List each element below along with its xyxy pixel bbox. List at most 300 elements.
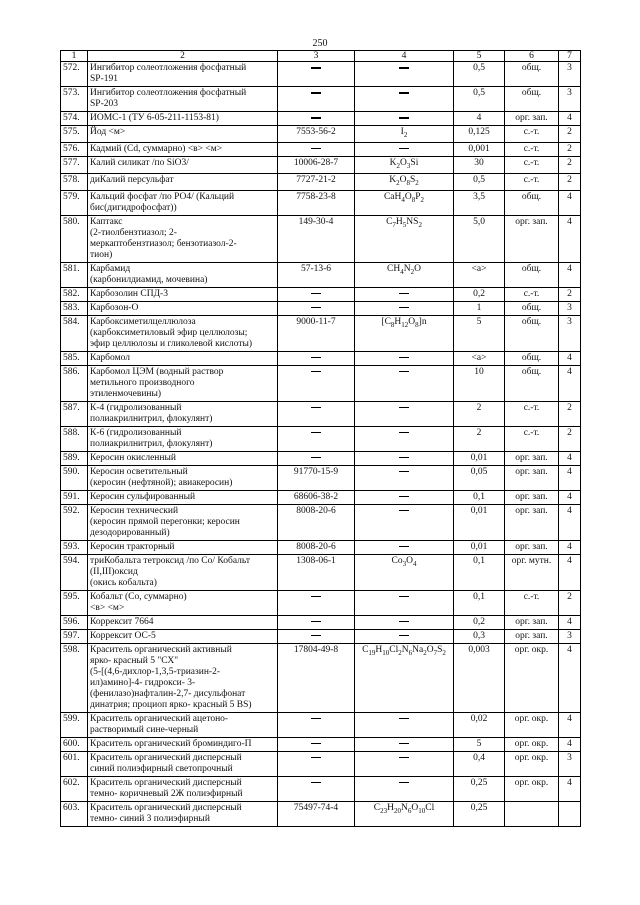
substance-name: Кадмий (Cd, суммарно) <в> <м> — [88, 142, 278, 156]
hazard-class: 4 — [559, 190, 581, 215]
dash-mark — [311, 407, 321, 409]
substance-name: Керосин сульфированный — [88, 490, 278, 504]
row-number: 579. — [61, 190, 88, 215]
page-number: 250 — [312, 38, 328, 49]
row-number: 602. — [61, 776, 88, 801]
table-row — [61, 62, 581, 87]
dash-mark — [399, 67, 409, 69]
cas-number — [278, 629, 355, 643]
substance-name: Карбозон-О — [88, 301, 278, 315]
limit-value: 0,2 — [454, 287, 505, 301]
cas-number: 8008-20-6 — [278, 540, 355, 554]
limit-value: 0,1 — [454, 490, 505, 504]
hazard-class: 4 — [559, 262, 581, 287]
hazard-class: 4 — [559, 776, 581, 801]
row-number: 589. — [61, 451, 88, 465]
limit-value: <а> — [454, 262, 505, 287]
hazard-class: 4 — [559, 737, 581, 751]
hazard-indicator: орг. окр. — [505, 712, 559, 737]
row-number: 582. — [61, 287, 88, 301]
hazard-indicator: орг. зап. — [505, 490, 559, 504]
hazard-indicator: орг. зап. — [505, 451, 559, 465]
substance-name: Каптакс (2-тиолбензтиазол; 2- меркаптобензтиазол; бензотиазол-2- тион) — [88, 215, 278, 262]
cas-number — [278, 87, 355, 112]
hazard-indicator: орг. зап. — [505, 540, 559, 554]
hazard-class: 2 — [559, 590, 581, 615]
row-number: 590. — [61, 465, 88, 490]
row-number: 600. — [61, 737, 88, 751]
limit-value: 0,3 — [454, 629, 505, 643]
limit-value: 0,1 — [454, 590, 505, 615]
limit-value: 5 — [454, 315, 505, 351]
hazard-indicator: общ. — [505, 62, 559, 87]
dash-mark — [311, 621, 321, 623]
hazard-class: 2 — [559, 156, 581, 173]
table-row — [61, 262, 581, 287]
cas-number — [278, 287, 355, 301]
header-cell: 2 — [88, 51, 278, 62]
table-row — [61, 87, 581, 112]
limit-value: 0,5 — [454, 173, 505, 190]
chemical-formula — [355, 87, 454, 112]
hazard-indicator: орг. мутн. — [505, 554, 559, 590]
table-row — [61, 156, 581, 173]
limit-value: <а> — [454, 351, 505, 365]
dash-mark — [311, 357, 321, 359]
header-cell: 1 — [61, 51, 88, 62]
hazard-class: 2 — [559, 173, 581, 190]
table-row — [61, 112, 581, 126]
row-number: 587. — [61, 401, 88, 426]
limit-value: 30 — [454, 156, 505, 173]
substance-name: диКалий персульфат — [88, 173, 278, 190]
chemical-formula: $K_2O_8S_2$ — [355, 173, 454, 190]
limit-value: 0,001 — [454, 142, 505, 156]
chemical-formula: $I_2$ — [355, 126, 454, 143]
row-number: 578. — [61, 173, 88, 190]
chemical-formula: $[C_8H_{12}O_8]n$ — [355, 315, 454, 351]
limit-value: 0,02 — [454, 712, 505, 737]
chemical-formula — [355, 737, 454, 751]
dash-mark — [399, 432, 409, 434]
table-row — [61, 190, 581, 215]
hazard-class: 4 — [559, 712, 581, 737]
dash-mark — [311, 782, 321, 784]
limit-value: 0,01 — [454, 540, 505, 554]
substance-name: Карбамид (карбонилдиамид, мочевина) — [88, 262, 278, 287]
row-number: 580. — [61, 215, 88, 262]
table-row — [61, 365, 581, 401]
limit-value: 10 — [454, 365, 505, 401]
cas-number — [278, 401, 355, 426]
chemical-formula — [355, 426, 454, 451]
dash-mark — [399, 621, 409, 623]
substance-name: Краситель органический ацетоно- растворимый сине-черный — [88, 712, 278, 737]
row-number: 575. — [61, 126, 88, 143]
row-number: 593. — [61, 540, 88, 554]
substances-table — [60, 50, 581, 827]
table-row — [61, 465, 581, 490]
limit-value: 0,5 — [454, 87, 505, 112]
hazard-indicator: с.-т. — [505, 590, 559, 615]
hazard-indicator: орг. окр. — [505, 751, 559, 776]
hazard-class: 4 — [559, 643, 581, 712]
limit-value: 0,4 — [454, 751, 505, 776]
substance-name: Карбомол ЦЭМ (водный раствор метильного производного этиленмочевины) — [88, 365, 278, 401]
hazard-indicator: с.-т. — [505, 401, 559, 426]
chemical-formula — [355, 629, 454, 643]
row-number: 586. — [61, 365, 88, 401]
limit-value: 0,01 — [454, 504, 505, 540]
dash-mark — [311, 718, 321, 720]
hazard-indicator: орг. окр. — [505, 737, 559, 751]
substance-name: Краситель органический активный ярко- красный 5 "СХ" (5-[(4,6-дихлор-1,3,5-триазин-2- ил)амино]-4- гидрокси- 3- (фенилазо)нафталин-2,7- дисульфонат динатрия; проциоп ярко- красный 5 BS) — [88, 643, 278, 712]
chemical-formula — [355, 504, 454, 540]
table-row — [61, 643, 581, 712]
hazard-class: 4 — [559, 351, 581, 365]
limit-value: 0,2 — [454, 615, 505, 629]
row-number: 592. — [61, 504, 88, 540]
hazard-indicator: с.-т. — [505, 156, 559, 173]
chemical-formula — [355, 112, 454, 126]
cas-number — [278, 737, 355, 751]
chemical-formula — [355, 351, 454, 365]
cas-number: 57-13-6 — [278, 262, 355, 287]
header-cell: 4 — [355, 51, 454, 62]
table-row — [61, 801, 581, 826]
header-cell: 7 — [559, 51, 581, 62]
cas-number: 10006-28-7 — [278, 156, 355, 173]
chemical-formula — [355, 365, 454, 401]
substance-name: Карбомол — [88, 351, 278, 365]
row-number: 599. — [61, 712, 88, 737]
dash-mark — [311, 92, 321, 94]
row-number: 576. — [61, 142, 88, 156]
dash-mark — [399, 757, 409, 759]
limit-value: 3,5 — [454, 190, 505, 215]
hazard-indicator: с.-т. — [505, 126, 559, 143]
hazard-class: 4 — [559, 215, 581, 262]
limit-value: 5 — [454, 737, 505, 751]
table-row — [61, 751, 581, 776]
table-row — [61, 315, 581, 351]
row-number: 591. — [61, 490, 88, 504]
table-row — [61, 490, 581, 504]
hazard-class: 4 — [559, 112, 581, 126]
row-number: 583. — [61, 301, 88, 315]
limit-value: 5,0 — [454, 215, 505, 262]
table-row — [61, 776, 581, 801]
cas-number: 149-30-4 — [278, 215, 355, 262]
chemical-formula — [355, 62, 454, 87]
table-row — [61, 426, 581, 451]
table-row — [61, 142, 581, 156]
cas-number: 91770-15-9 — [278, 465, 355, 490]
table-row — [61, 401, 581, 426]
chemical-formula: $K_2O_3Si$ — [355, 156, 454, 173]
row-number: 573. — [61, 87, 88, 112]
hazard-class: 3 — [559, 629, 581, 643]
dash-mark — [399, 407, 409, 409]
substance-name: Кобальт (Со, суммарно) <в> <м> — [88, 590, 278, 615]
hazard-indicator: общ. — [505, 262, 559, 287]
substance-name: К-6 (гидролизованный полиакрилнитрил, флокулянт) — [88, 426, 278, 451]
chemical-formula: $Co_3O_4$ — [355, 554, 454, 590]
chemical-formula: $C_7H_5NS_2$ — [355, 215, 454, 262]
hazard-class: 3 — [559, 315, 581, 351]
hazard-class: 2 — [559, 426, 581, 451]
hazard-class: 2 — [559, 126, 581, 143]
limit-value: 0,003 — [454, 643, 505, 712]
dash-mark — [311, 148, 321, 150]
dash-mark — [311, 293, 321, 295]
row-number: 577. — [61, 156, 88, 173]
cas-number — [278, 62, 355, 87]
hazard-class: 3 — [559, 301, 581, 315]
chemical-formula — [355, 615, 454, 629]
dash-mark — [399, 496, 409, 498]
header-cell: 5 — [454, 51, 505, 62]
chemical-formula — [355, 540, 454, 554]
cas-number: 75497-74-4 — [278, 801, 355, 826]
hazard-indicator: орг. окр. — [505, 643, 559, 712]
chemical-formula — [355, 465, 454, 490]
hazard-indicator: с.-т. — [505, 173, 559, 190]
hazard-class: 4 — [559, 504, 581, 540]
cas-number — [278, 301, 355, 315]
row-number: 584. — [61, 315, 88, 351]
dash-mark — [399, 307, 409, 309]
hazard-indicator: орг. зап. — [505, 615, 559, 629]
row-number: 581. — [61, 262, 88, 287]
dash-mark — [311, 743, 321, 745]
dash-mark — [399, 117, 409, 119]
row-number: 585. — [61, 351, 88, 365]
dash-mark — [311, 457, 321, 459]
cas-number: 1308-06-1 — [278, 554, 355, 590]
hazard-class: 4 — [559, 490, 581, 504]
dash-mark — [399, 782, 409, 784]
hazard-class: 3 — [559, 87, 581, 112]
cas-number — [278, 776, 355, 801]
hazard-indicator: орг. окр. — [505, 776, 559, 801]
cas-number — [278, 590, 355, 615]
limit-value: 0,125 — [454, 126, 505, 143]
hazard-indicator: орг. зап. — [505, 112, 559, 126]
hazard-class: 2 — [559, 287, 581, 301]
table-row — [61, 451, 581, 465]
limit-value: 0,01 — [454, 451, 505, 465]
dash-mark — [399, 92, 409, 94]
chemical-formula — [355, 301, 454, 315]
chemical-formula — [355, 590, 454, 615]
hazard-indicator: орг. зап. — [505, 629, 559, 643]
dash-mark — [311, 371, 321, 373]
limit-value: 0,1 — [454, 554, 505, 590]
dash-mark — [399, 718, 409, 720]
cas-number: 68606-38-2 — [278, 490, 355, 504]
table-row — [61, 351, 581, 365]
dash-mark — [311, 67, 321, 69]
hazard-class: 4 — [559, 540, 581, 554]
hazard-indicator: орг. зап. — [505, 215, 559, 262]
substance-name: Карбозолин СПД-3 — [88, 287, 278, 301]
cas-number: 8008-20-6 — [278, 504, 355, 540]
table-row — [61, 615, 581, 629]
dash-mark — [311, 635, 321, 637]
chemical-formula: $CH_4N_2O$ — [355, 262, 454, 287]
substance-name: Керосин осветительный (керосин (нефтяной); авиакеросин) — [88, 465, 278, 490]
dash-mark — [399, 148, 409, 150]
hazard-class: 4 — [559, 451, 581, 465]
chemical-formula — [355, 451, 454, 465]
dash-mark — [311, 596, 321, 598]
dash-mark — [399, 510, 409, 512]
chemical-formula — [355, 287, 454, 301]
hazard-indicator: общ. — [505, 87, 559, 112]
hazard-indicator: с.-т. — [505, 426, 559, 451]
limit-value: 0,25 — [454, 801, 505, 826]
dash-mark — [399, 371, 409, 373]
substance-name: Йод <м> — [88, 126, 278, 143]
hazard-class: 2 — [559, 401, 581, 426]
row-number: 572. — [61, 62, 88, 87]
dash-mark — [311, 307, 321, 309]
table-row — [61, 287, 581, 301]
hazard-class: 3 — [559, 751, 581, 776]
row-number: 595. — [61, 590, 88, 615]
row-number: 594. — [61, 554, 88, 590]
dash-mark — [399, 743, 409, 745]
header-cell: 6 — [505, 51, 559, 62]
substance-name: Коррексит ОС-5 — [88, 629, 278, 643]
hazard-indicator: общ. — [505, 351, 559, 365]
hazard-indicator: с.-т. — [505, 287, 559, 301]
table-row — [61, 215, 581, 262]
table-row — [61, 301, 581, 315]
chemical-formula — [355, 401, 454, 426]
table-row — [61, 629, 581, 643]
limit-value: 0,05 — [454, 465, 505, 490]
substance-name: К-4 (гидролизованный полиакрилнитрил, флокулянт) — [88, 401, 278, 426]
row-number: 597. — [61, 629, 88, 643]
chemical-formula — [355, 751, 454, 776]
substance-name: Краситель органический дисперсный темно- синий 3 полиэфирный — [88, 801, 278, 826]
chemical-formula: $C_{23}H_{20}N_6O_{10}Cl$ — [355, 801, 454, 826]
table-row — [61, 554, 581, 590]
substance-name: Краситель органический броминдиго-П — [88, 737, 278, 751]
substance-name: Кальций фосфат /по PO4/ (Кальций бис(дигидрофосфат)) — [88, 190, 278, 215]
hazard-indicator: общ. — [505, 315, 559, 351]
row-number: 596. — [61, 615, 88, 629]
table-row — [61, 737, 581, 751]
hazard-indicator: орг. зап. — [505, 465, 559, 490]
hazard-class: 4 — [559, 554, 581, 590]
hazard-indicator: орг. зап. — [505, 504, 559, 540]
chemical-formula — [355, 776, 454, 801]
dash-mark — [399, 635, 409, 637]
cas-number — [278, 142, 355, 156]
chemical-formula — [355, 490, 454, 504]
substance-name: триКобальта тетроксид /по Со/ Кобальт (II,III)оксид (окись кобальта) — [88, 554, 278, 590]
hazard-indicator: общ. — [505, 190, 559, 215]
substance-name: Ингибитор солеотложения фосфатный SP-203 — [88, 87, 278, 112]
substance-name: Карбоксиметилцеллюлоза (карбоксиметиловый эфир целлюлозы; эфир целлюлозы и гликолевой кислоты) — [88, 315, 278, 351]
dash-mark — [399, 357, 409, 359]
limit-value: 1 — [454, 301, 505, 315]
cas-number — [278, 426, 355, 451]
header-cell: 3 — [278, 51, 355, 62]
chemical-formula: $CaH_4O_8P_2$ — [355, 190, 454, 215]
limit-value: 4 — [454, 112, 505, 126]
cas-number — [278, 365, 355, 401]
table-row — [61, 504, 581, 540]
substance-name: Краситель органический дисперсный темно- коричневый 2Ж полиэфирный — [88, 776, 278, 801]
row-number: 603. — [61, 801, 88, 826]
chemical-formula — [355, 142, 454, 156]
table-row — [61, 540, 581, 554]
limit-value: 0,5 — [454, 62, 505, 87]
substance-name: Ингибитор солеотложения фосфатный SP-191 — [88, 62, 278, 87]
hazard-class — [559, 801, 581, 826]
hazard-indicator: с.-т. — [505, 142, 559, 156]
hazard-class: 4 — [559, 365, 581, 401]
cas-number — [278, 351, 355, 365]
hazard-class: 3 — [559, 62, 581, 87]
hazard-class: 4 — [559, 465, 581, 490]
cas-number — [278, 451, 355, 465]
table-row — [61, 126, 581, 143]
substance-name: Коррексит 7664 — [88, 615, 278, 629]
row-number: 601. — [61, 751, 88, 776]
row-number: 588. — [61, 426, 88, 451]
cas-number — [278, 712, 355, 737]
hazard-indicator: общ. — [505, 365, 559, 401]
table-row — [61, 590, 581, 615]
cas-number: 7553-56-2 — [278, 126, 355, 143]
dash-mark — [311, 432, 321, 434]
limit-value: 2 — [454, 401, 505, 426]
substance-name: Керосин окисленный — [88, 451, 278, 465]
dash-mark — [399, 471, 409, 473]
limit-value: 2 — [454, 426, 505, 451]
dash-mark — [399, 293, 409, 295]
substance-name: Краситель органический дисперсный синий полиэфирный светопрочный — [88, 751, 278, 776]
table-row — [61, 173, 581, 190]
cas-number — [278, 112, 355, 126]
table-row — [61, 712, 581, 737]
cas-number: 7758-23-8 — [278, 190, 355, 215]
dash-mark — [311, 117, 321, 119]
row-number: 574. — [61, 112, 88, 126]
hazard-indicator: общ. — [505, 301, 559, 315]
dash-mark — [399, 457, 409, 459]
dash-mark — [311, 757, 321, 759]
dash-mark — [399, 546, 409, 548]
cas-number: 9000-11-7 — [278, 315, 355, 351]
header-row — [61, 51, 581, 62]
hazard-class: 4 — [559, 615, 581, 629]
limit-value: 0,25 — [454, 776, 505, 801]
chemical-formula: $C_{19}H_{10}Cl_2N_6Na_2O_7S_2$ — [355, 643, 454, 712]
cas-number: 7727-21-2 — [278, 173, 355, 190]
row-number: 598. — [61, 643, 88, 712]
hazard-indicator — [505, 801, 559, 826]
chemical-formula — [355, 712, 454, 737]
substance-name: Калий силикат /по SiO3/ — [88, 156, 278, 173]
cas-number — [278, 615, 355, 629]
substance-name: ИОМС-1 (ТУ 6-05-211-1153-81) — [88, 112, 278, 126]
